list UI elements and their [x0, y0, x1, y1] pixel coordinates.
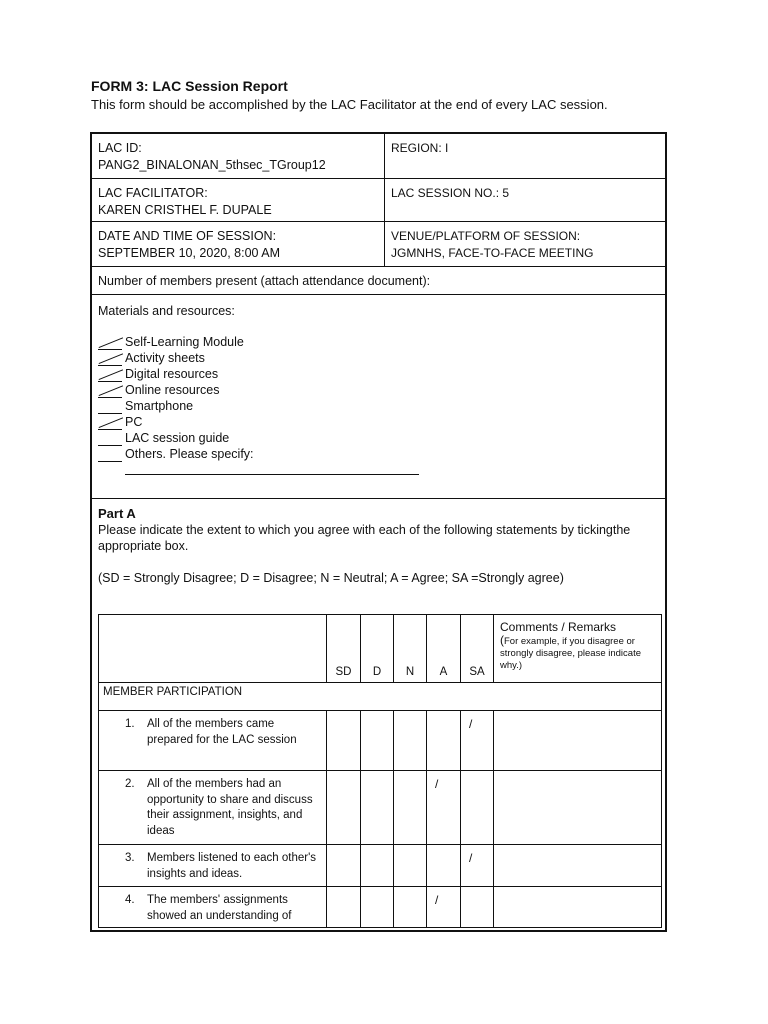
statement-text: Members listened to each other's insights and ideas. [147, 852, 317, 880]
material-item [98, 398, 659, 414]
material-item [98, 382, 659, 398]
statement-number: 1. [125, 718, 135, 730]
region-text: REGION: I [391, 141, 449, 155]
rating-cell-n [394, 711, 427, 771]
part-a-title: Part A [98, 506, 136, 521]
materials-cell [92, 295, 665, 498]
section-member-participation: MEMBER PARTICIPATION [99, 683, 662, 711]
region-cell [385, 134, 665, 178]
comments-header-cell [494, 615, 662, 683]
rating-cell-a [427, 771, 461, 845]
blank-line [98, 431, 122, 446]
lac-id-value: PANG2_BINALONAN_5thsec_TGroup12 [98, 158, 326, 172]
material-label: Digital resources [125, 367, 219, 381]
material-label: Activity sheets [125, 351, 205, 365]
statement-cell [99, 845, 327, 887]
session-no-text: LAC SESSION NO.: 5 [391, 186, 510, 200]
rating-cell-a [427, 711, 461, 771]
tick-mark: / [435, 777, 439, 791]
statement-text: The members' assignments showed an understanding of [147, 894, 292, 922]
rating-row [99, 845, 662, 887]
blank-line [98, 447, 122, 462]
rating-cell-sa [461, 771, 494, 845]
rating-cell-sd [327, 887, 361, 928]
datetime-label: DATE AND TIME OF SESSION: [98, 229, 277, 243]
rating-row [99, 887, 662, 928]
statement-number: 4. [125, 894, 135, 906]
rating-cell-a [427, 887, 461, 928]
rating-row [99, 711, 662, 771]
venue-label: VENUE/PLATFORM OF SESSION: [391, 229, 581, 243]
rating-cell-d [361, 845, 394, 887]
statement-header-cell [99, 615, 327, 683]
material-label: Others. Please specify: [125, 447, 254, 461]
statement [103, 893, 322, 924]
part-a-legend: (SD = Strongly Disagree; D = Disagree; N = Neutral; A = Agree; SA =Strongly agree) [98, 571, 564, 585]
members-present-cell [92, 267, 665, 294]
comments-title: Comments / Remarks [500, 620, 617, 634]
part-a-instruction: Please indicate the extent to which you agree with each of the following statements by tickingthe appropriate box. [98, 523, 631, 553]
material-label: PC [125, 415, 143, 429]
scale-header-n: N [394, 615, 427, 683]
materials-list [98, 334, 659, 462]
lac-id-label: LAC ID: [98, 141, 142, 155]
material-label: Smartphone [125, 399, 194, 413]
facilitator-label: LAC FACILITATOR: [98, 186, 208, 200]
checkmark-icon [98, 367, 122, 382]
section-row [99, 683, 662, 711]
rating-row [99, 771, 662, 845]
venue-value: JGMNHS, FACE-TO-FACE MEETING [391, 246, 594, 260]
rating-cell-sd [327, 771, 361, 845]
rating-table [98, 614, 662, 928]
datetime-row [92, 222, 665, 267]
facilitator-value: KAREN CRISTHEL F. DUPALE [98, 203, 272, 217]
facilitator-cell [92, 179, 385, 221]
form-subtitle: This form should be accomplished by the LAC Facilitator at the end of every LAC session. [91, 97, 608, 112]
rating-cell-sa [461, 887, 494, 928]
comments-cell [494, 845, 662, 887]
material-item [98, 446, 659, 462]
material-label: LAC session guide [125, 431, 230, 445]
scale-header-a: A [427, 615, 461, 683]
materials-label: Materials and resources: [98, 304, 235, 318]
material-label: Online resources [125, 383, 220, 397]
checkmark-icon [98, 335, 122, 350]
rating-cell-d [361, 887, 394, 928]
rating-cell-sa [461, 711, 494, 771]
comments-note-wrap [500, 634, 655, 672]
tick-mark: / [469, 717, 473, 731]
members-present-text: Number of members present (attach attendance document): [98, 274, 431, 288]
datetime-cell [92, 222, 385, 266]
comments-note: For example, if you disagree or strongly disagree, please indicate why.) [500, 636, 642, 671]
checkmark-icon [98, 351, 122, 366]
lac-id-cell [92, 134, 385, 178]
rating-cell-n [394, 845, 427, 887]
session-report-form [90, 132, 667, 932]
comments-cell [494, 887, 662, 928]
statement-cell [99, 887, 327, 928]
blank-line [98, 399, 122, 414]
comments-note-paren: ( [500, 633, 504, 647]
statement [103, 717, 322, 748]
scale-header-sa: SA [461, 615, 494, 683]
rating-cell-d [361, 711, 394, 771]
statement [103, 851, 322, 882]
comments-cell [494, 771, 662, 845]
checkmark-icon [98, 383, 122, 398]
rating-cell-sd [327, 711, 361, 771]
checkmark-icon [98, 415, 122, 430]
statement-number: 2. [125, 778, 135, 790]
material-label: Self-Learning Module [125, 335, 244, 349]
rating-cell-sd [327, 845, 361, 887]
comments-cell [494, 711, 662, 771]
statement-text: All of the members had an opportunity to share and discuss their assignment, insights, and ideas [147, 778, 313, 837]
material-item [98, 334, 659, 350]
venue-cell [385, 222, 665, 266]
material-item [98, 350, 659, 366]
session-no-cell [385, 179, 665, 221]
tick-mark: / [469, 851, 473, 865]
statement-cell [99, 711, 327, 771]
materials-row [92, 295, 665, 499]
rating-header-row [99, 615, 662, 683]
statement-number: 3. [125, 852, 135, 864]
tick-mark: / [435, 893, 439, 907]
statement-text: All of the members came prepared for the LAC session [147, 718, 297, 746]
scale-header-sd: SD [327, 615, 361, 683]
statement [103, 777, 322, 839]
datetime-value: SEPTEMBER 10, 2020, 8:00 AM [98, 246, 281, 260]
part-a-section [92, 499, 665, 932]
members-present-row [92, 267, 665, 295]
statement-cell [99, 771, 327, 845]
rating-cell-a [427, 845, 461, 887]
rating-cell-sa [461, 845, 494, 887]
material-item [98, 366, 659, 382]
others-specify-line [125, 462, 419, 475]
lac-id-row [92, 134, 665, 179]
rating-cell-d [361, 771, 394, 845]
rating-cell-n [394, 771, 427, 845]
facilitator-row [92, 179, 665, 222]
material-item [98, 414, 659, 430]
material-item [98, 430, 659, 446]
rating-cell-n [394, 887, 427, 928]
form-title: FORM 3: LAC Session Report [91, 78, 288, 94]
scale-header-d: D [361, 615, 394, 683]
